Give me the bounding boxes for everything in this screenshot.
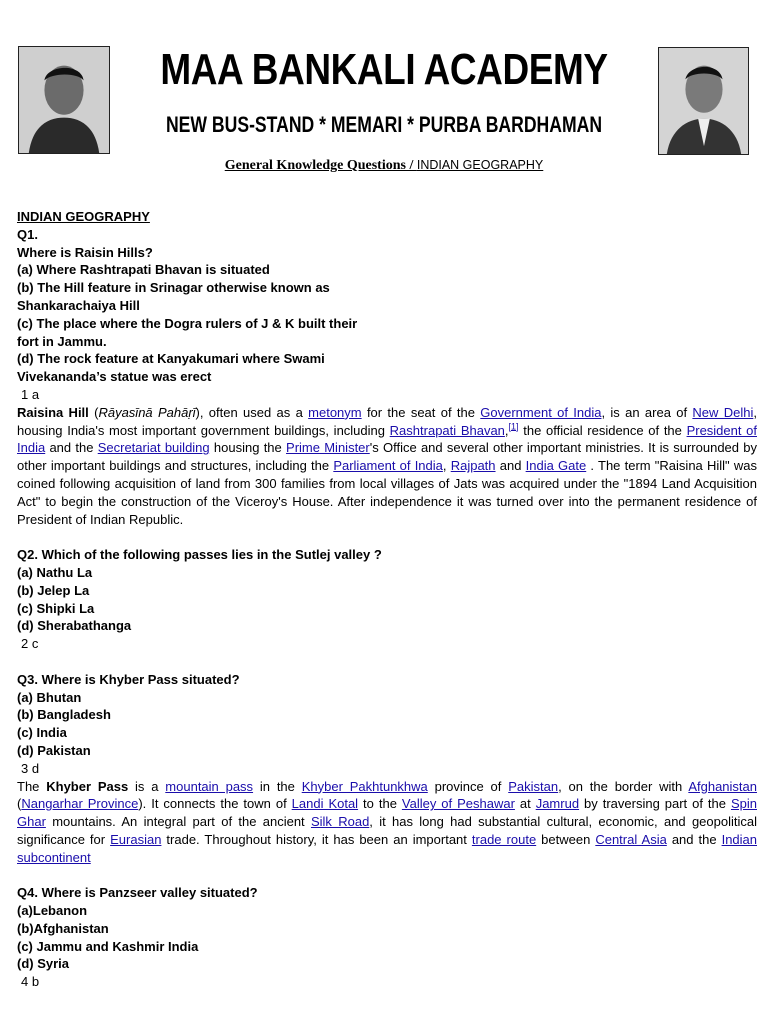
academy-title: MAA BANKALI ACADEMY	[160, 45, 608, 94]
q1-option-b-line2: Shankarachaiya Hill	[17, 297, 140, 313]
text: and the	[666, 831, 722, 847]
q2-option-a: (a) Nathu La	[17, 564, 93, 580]
q4-answer: 4 b	[21, 974, 40, 990]
spacer	[17, 866, 757, 884]
text: The	[17, 778, 47, 794]
section-title: INDIAN GEOGRAPHY	[17, 209, 150, 224]
text: , on the border with	[558, 778, 689, 794]
link-eurasian[interactable]: Eurasian	[110, 831, 162, 847]
text: (	[88, 404, 99, 420]
link-trade-route[interactable]: trade route	[471, 831, 537, 847]
text: in the	[253, 778, 302, 794]
q1-option-c-line1: (c) The place where the Dogra rulers of J & K built their	[17, 315, 358, 331]
text: 's Office and several other important ministries. It is surrounded by other important buildings and structures, including the	[17, 440, 757, 474]
q4-option-b: (b)Afghanistan	[17, 920, 109, 936]
q2-question: Q2. Which of the following passes lies in the Sutlej valley ?	[17, 547, 382, 563]
link-nangarhar-province[interactable]: Nangarhar Province	[21, 796, 139, 812]
gk-heading-topic: INDIAN GEOGRAPHY	[416, 158, 544, 172]
academy-address: NEW BUS-STAND * MEMARI * PURBA BARDHAMAN	[165, 112, 603, 137]
q1-explanation	[17, 404, 757, 529]
text: between	[536, 831, 596, 847]
link-secretariat-building[interactable]: Secretariat building	[97, 440, 210, 456]
gk-heading-prefix: General Knowledge Questions /	[224, 158, 417, 173]
q4-option-d: (d) Syria	[17, 956, 70, 972]
text: province of	[427, 778, 509, 794]
q1-question: Where is Raisin Hills?	[17, 244, 153, 260]
text: ). It connects the town of	[138, 796, 292, 812]
link-valley-of-peshawar[interactable]: Valley of Peshawar	[401, 796, 515, 812]
link-mountain-pass[interactable]: mountain pass	[165, 778, 254, 794]
q2-answer: 2 c	[21, 636, 39, 652]
text: ), often used as a	[195, 404, 309, 420]
link-metonym[interactable]: metonym	[308, 404, 362, 420]
text: ,	[442, 458, 451, 474]
text: at	[514, 796, 536, 812]
q2-option-d: (d) Sherabathanga	[17, 618, 132, 634]
link-central-asia[interactable]: Central Asia	[595, 831, 667, 847]
gk-heading	[110, 155, 658, 175]
link-landi-kotal[interactable]: Landi Kotal	[291, 796, 359, 812]
link-prime-minister[interactable]: Prime Minister	[286, 440, 370, 456]
q1-option-d-line1: (d) The rock feature at Kanyakumari where Swami	[17, 351, 325, 367]
text: and	[495, 458, 526, 474]
q2-option-c: (c) Shipki La	[17, 600, 95, 616]
text: , is an area of	[601, 404, 693, 420]
term-khyber-pass: Khyber Pass	[46, 778, 129, 794]
text: mountains. An integral part of the ancient	[45, 814, 311, 830]
q2-option-b: (b) Jelep La	[17, 582, 90, 598]
text: and the	[45, 440, 98, 456]
text: (	[17, 796, 22, 812]
q3-question: Q3. Where is Khyber Pass situated?	[17, 671, 240, 687]
q3-answer: 3 d	[21, 760, 40, 776]
text: trade. Throughout history, it has been an important	[161, 831, 472, 847]
q1-option-c-line2: fort in Jammu.	[17, 333, 107, 349]
link-footnote-1[interactable]: [1]	[508, 421, 519, 432]
link-pakistan[interactable]: Pakistan	[508, 778, 559, 794]
q3-option-b: (b) Bangladesh	[17, 707, 111, 723]
link-silk-road[interactable]: Silk Road	[310, 814, 370, 830]
text: , it has long had substantial cultural, economic, and geopolitical significance for	[17, 814, 757, 847]
q3-option-d: (d) Pakistan	[17, 742, 91, 758]
link-khyber-pakhtunkhwa[interactable]: Khyber Pakhtunkhwa	[301, 778, 428, 794]
text: . The term "Raisina Hill" was coined following acquisition of land from 300 families from local villages of Jats was acquired under the "1894 Land Acquisition Act" to begin the construction of the Viceroy's House. After independence it was turned over into the permanent residence of President of Indian Republic.	[17, 458, 757, 527]
text: is a	[128, 778, 166, 794]
text: ,	[504, 422, 509, 438]
link-president-of-india[interactable]: President of India	[17, 422, 757, 456]
link-spin-ghar[interactable]: Spin Ghar	[17, 796, 757, 830]
link-government-of-india[interactable]: Government of India	[480, 404, 602, 420]
q4-option-a: (a)Lebanon	[17, 903, 88, 919]
q3-explanation	[17, 778, 757, 867]
spacer	[17, 528, 757, 546]
link-indian-subcontinent[interactable]: Indian subcontinent	[17, 831, 757, 865]
portrait-photo-right	[658, 47, 749, 155]
text: , housing India's most important government buildings, including	[17, 404, 757, 438]
text: the official residence of the	[518, 422, 687, 438]
term-transliteration: Rāyasīnā Pahāṛī	[98, 404, 196, 420]
link-rashtrapati-bhavan[interactable]: Rashtrapati Bhavan	[389, 422, 505, 438]
q1-option-d-line2: Vivekananda’s statue was erect	[17, 369, 212, 385]
q1-answer: 1 a	[21, 386, 40, 402]
term-raisina-hill: Raisina Hill	[17, 404, 89, 420]
document-body	[17, 208, 757, 991]
text: to the	[358, 796, 402, 812]
q3-option-c: (c) India	[17, 725, 67, 741]
link-new-delhi[interactable]: New Delhi	[692, 404, 754, 420]
spacer	[17, 653, 757, 671]
text: housing the	[209, 440, 287, 456]
portrait-photo-left	[18, 46, 110, 154]
q4-question: Q4. Where is Panzseer valley situated?	[17, 885, 258, 901]
link-india-gate[interactable]: India Gate	[525, 458, 587, 474]
text: for the seat of the	[361, 404, 481, 420]
link-afghanistan[interactable]: Afghanistan	[688, 778, 757, 794]
link-rajpath[interactable]: Rajpath	[450, 458, 496, 474]
link-parliament-of-india[interactable]: Parliament of India	[333, 458, 443, 474]
link-jamrud[interactable]: Jamrud	[535, 796, 580, 812]
q1-option-a: (a) Where Rashtrapati Bhavan is situated	[17, 262, 270, 278]
q4-option-c: (c) Jammu and Kashmir India	[17, 938, 199, 954]
q1-option-b-line1: (b) The Hill feature in Srinagar otherwise known as	[17, 280, 330, 296]
text: by traversing part of the	[579, 796, 731, 812]
q3-option-a: (a) Bhutan	[17, 689, 82, 705]
q1-number: Q1.	[17, 226, 38, 242]
